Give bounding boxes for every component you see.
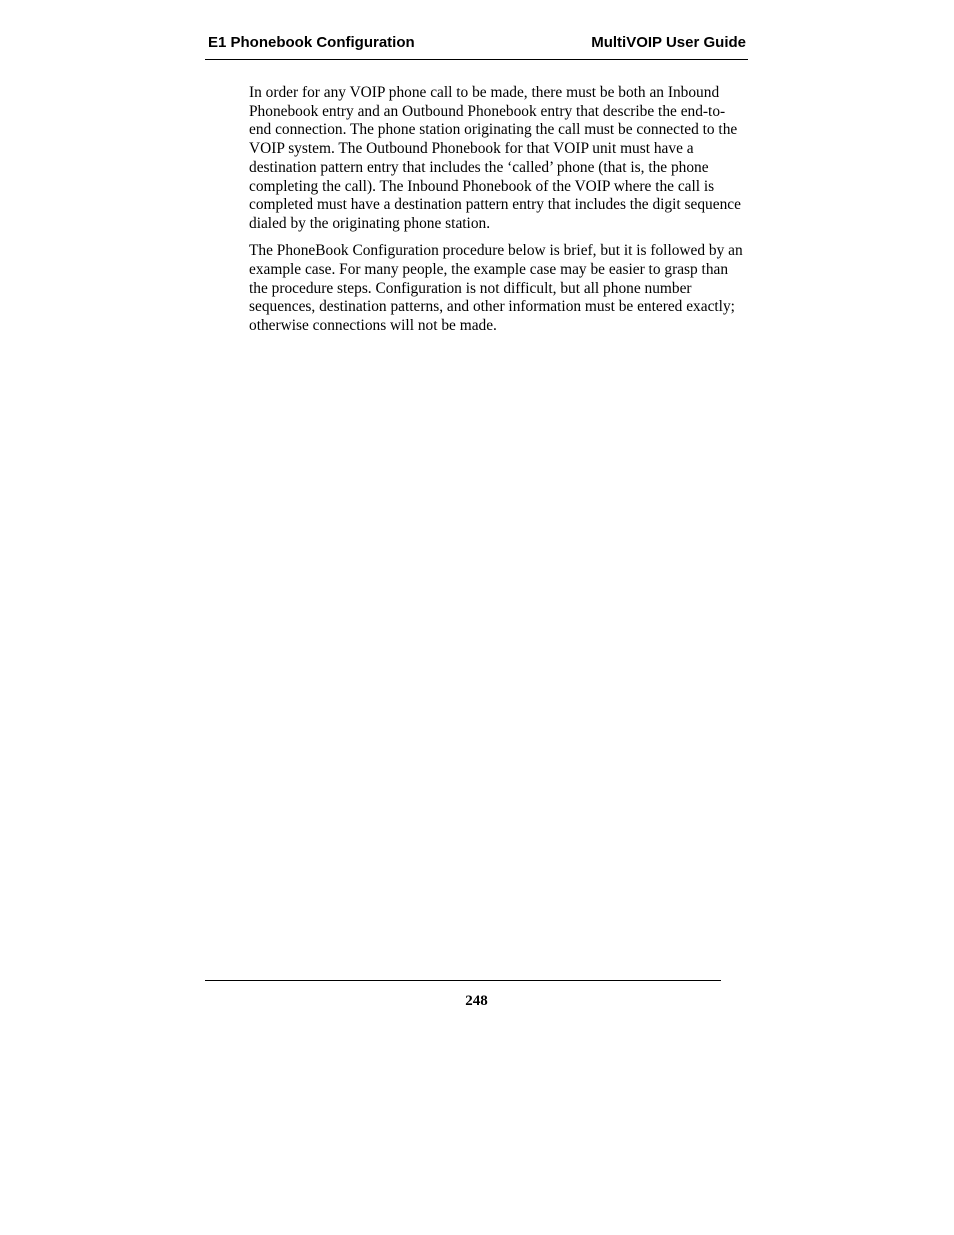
paragraph-voip-call-requirements: In order for any VOIP phone call to be made, there must be both an Inbound Phonebook entry and an Outbound Phonebook entry that describe the end-to-end connection. The phone station originating the call must be connected to the VOIP system. The Outbound Phonebook for that VOIP unit must have a destination pattern entry that includes the ‘called’ phone (that is, the phone completing the call). The Inbound Phonebook of the VOIP where the call is completed must have a destination pattern entry that includes the digit sequence dialed by the originating phone station.: [249, 84, 741, 232]
body-text: [249, 84, 745, 344]
page-number: 248: [465, 993, 488, 1009]
page-header: [205, 33, 748, 60]
paragraph-procedure-intro: The PhoneBook Configuration procedure below is brief, but it is followed by an example case. For many people, the example case may be easier to grasp than the procedure steps. Configuration is not difficult, but all phone number sequences, destination patterns, and other information must be entered exactly; otherwise connections will not be made.: [249, 242, 743, 334]
section-title: E1 Phonebook Configuration: [208, 34, 415, 51]
footer-divider: [205, 980, 721, 981]
guide-title: MultiVOIP User Guide: [591, 34, 746, 51]
